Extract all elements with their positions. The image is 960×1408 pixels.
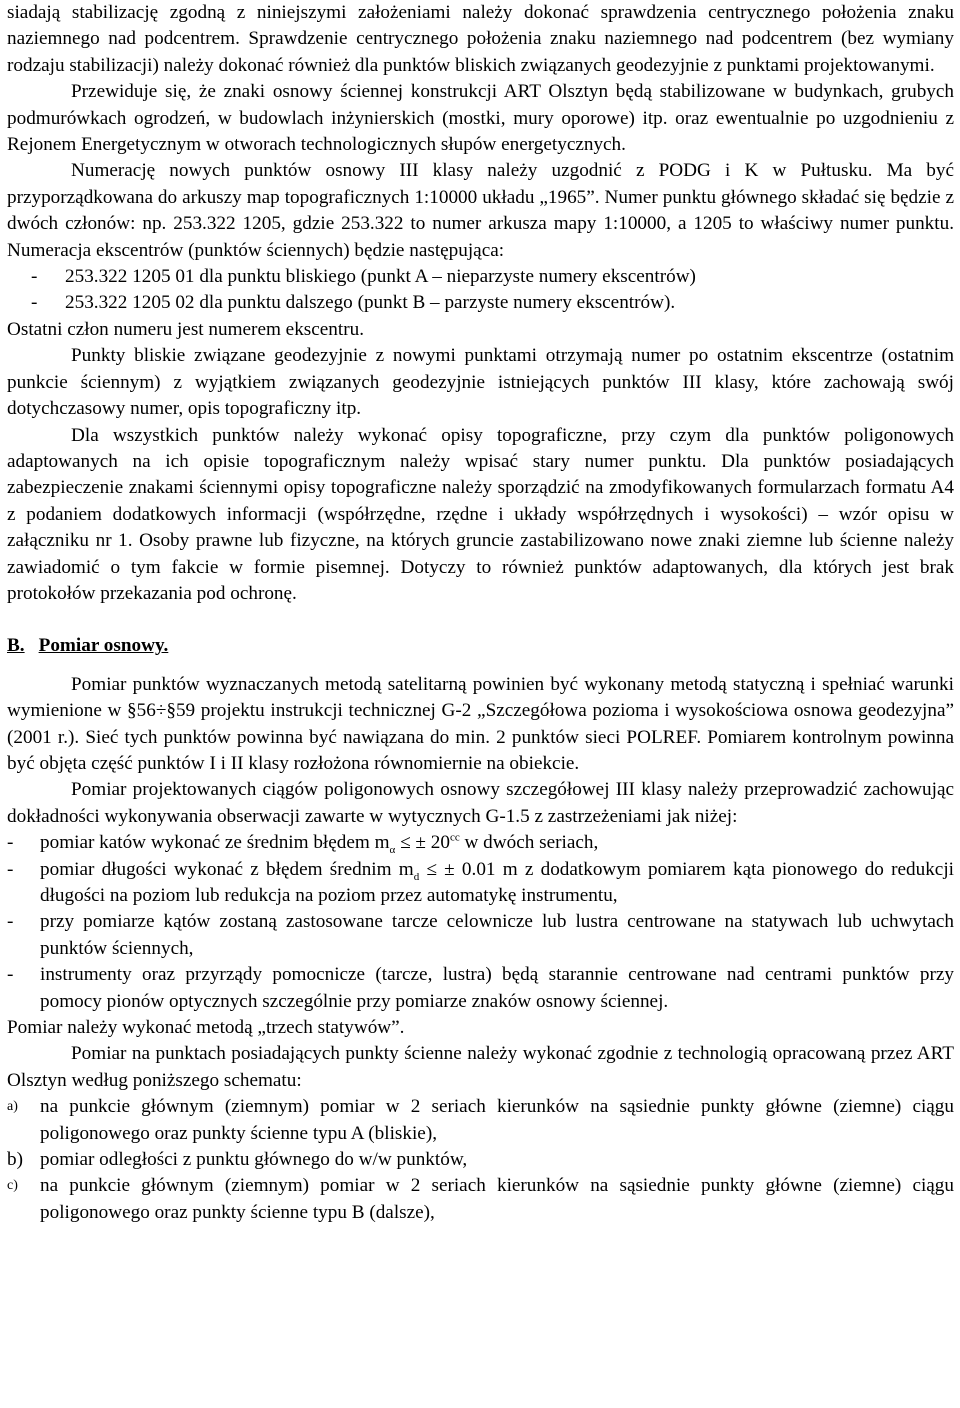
paragraph-wall-marks: Przewiduje się, że znaki osnowy ściennej konstrukcji ART Olsztyn będą stabilizowane w budynkach, grubych podmurówkach ogrodzeń, w budowlach inżynierskich (mostki, mury oporowe) itp. oraz ewentualnie po uzgodnieniu z Rejonem Energetycznym w otworach technologicznych słupów energetycznych.: [7, 81, 954, 156]
section-title: Pomiar osnowy.: [38, 635, 169, 657]
paragraph-satellite-measurement: Pomiar punktów wyznaczanych metodą satelitarną powinien być wykonany metodą statyczną i spełniać warunki wymienione w §56÷§59 projektu instrukcji technicznej G-2 „Szczegółowa pozioma i wysokościowa osnowa geodezyjna” (2001 r.). Sieć tych punktów powinna być nawiązana do min. 2 punktów sieci POLREF. Pomiarem kontrolnym powinna być objęta część punktów I i II klasy rozłożona równomiernie na obiekcie.: [7, 673, 954, 774]
list-dash: -: [31, 292, 38, 314]
numbering-item-text: 253.322 1205 01 dla punktu bliskiego (punkt A – nieparzyste numery ekscentrów): [65, 266, 696, 288]
requirement-item-targets: [7, 909, 954, 962]
paragraph-last-segment: Ostatni człon numeru jest numerem ekscentru.: [7, 318, 364, 340]
section-number: B.: [7, 635, 25, 657]
paragraph-three-tripods: Pomiar należy wykonać metodą „trzech statywów”.: [7, 1017, 405, 1039]
scheme-item-b: [7, 1147, 954, 1173]
paragraph-topographic-descriptions: Dla wszystkich punktów należy wykonać opisy topograficzne, przy czym dla punktów poligonowych adaptowanych na ich opisie topograficznym należy wpisać stary numer punktu. Dla punktów posiadających zabezpieczenie znakami ściennymi opisy topograficzne należy sporządzić na zmodyfikowanych formularzach formatu A4 z podaniem dodatkowych informacji (współrzędne, rzędne i układy współrzędnych i wysokości) – wzór opisu w załączniku nr 1. Osoby prawne lub fizyczne, na których gruncie zastabilizowano nowe znaki ziemne lub ścienne należy zawiadomić o tym fakcie w formie pisemnej. Dotyczy to również punktów adaptowanych, dla których jest brak protokołów przekazania pod ochronę.: [7, 424, 954, 604]
scheme-text: na punkcie głównym (ziemnym) pomiar w 2 seriach kierunków na sąsiednie punkty główne (ziemne) ciągu poligonowego oraz punkty ścienne typu A (bliskie),: [40, 1096, 954, 1144]
requirement-text: pomiar długości wykonać z błędem średnim $m_d$ ≤ ± 0.01 m z dodatkowym pomiarem kąta pionowego do redukcji długości na poziom lub redukcja na poziom przez automatykę instrumentu,: [40, 858, 954, 906]
paragraph-traverse-measurement: Pomiar projektowanych ciągów poligonowych osnowy szczegółowej III klasy należy przeprowadzić zachowując dokładności wykonywania obserwacji zawarte w wytycznych G-1.5 z zastrzeżeniami jak niżej:: [7, 779, 954, 827]
requirement-item-angles: [7, 830, 954, 856]
list-dash: -: [31, 266, 38, 288]
numbering-item-near: [7, 264, 954, 290]
list-dash: -: [7, 964, 14, 986]
requirement-item-distances: [7, 857, 954, 910]
paragraph-stabilization: siadają stabilizację zgodną z niniejszymi założeniami należy dokonać sprawdzenia centrycznego położenia znaku naziemnego nad podcentrem. Sprawdzenie centrycznego położenia znaku naziemnego nad podcentrem (bez wymiany rodzaju stabilizacji) należy dokonać również dla punktów bliskich związanych geodezyjnie z punktami projektowanymi.: [7, 2, 954, 76]
requirement-text: przy pomiarze kątów zostaną zastosowane tarcze celownicze lub lustra centrowane na statywach lub uchwytach punktów ściennych,: [40, 911, 954, 959]
list-marker-a: a): [7, 1099, 18, 1115]
list-marker-c: c): [7, 1178, 18, 1194]
paragraph-numbering: Numerację nowych punktów osnowy III klasy należy uzgodnić z PODG i K w Pułtusku. Ma być przyporządkowana do arkuszy map topograficznych 1:10000 układu „1965”. Numer punktu głównego składać się będzie z dwóch członów: np. 253.322 1205, gdzie 253.322 to numer arkusza mapy 1:10000, a 1205 to właściwy numer punktu. Numeracja ekscentrów (punktów ściennych) będzie następująca:: [7, 160, 954, 261]
section-heading: [7, 633, 954, 659]
requirement-text: instrumenty oraz przyrządy pomocnicze (tarcze, lustra) będą starannie centrowane nad centrami punktów przy pomocy pionów optycznych szczególnie przy pomiarze znaków osnowy ściennej.: [40, 964, 954, 1012]
paragraph-near-points: Punkty bliskie związane geodezyjnie z nowymi punktami otrzymają numer po ostatnim ekscentrze (ostatnim punkcie ściennym) z wyjątkiem związanych geodezyjnie istniejących punktów III klasy, które zachowają swój dotychczasowy numer, opis topograficzny itp.: [7, 345, 954, 420]
scheme-item-a: [7, 1094, 954, 1147]
list-dash: -: [7, 832, 14, 854]
scheme-item-c: [7, 1173, 954, 1226]
scheme-text: pomiar odległości z punktu głównego do w/w punktów,: [40, 1149, 468, 1171]
numbering-item-far: [7, 290, 954, 316]
numbering-item-text: 253.322 1205 02 dla punktu dalszego (punkt B – parzyste numery ekscentrów).: [65, 292, 676, 314]
list-marker-b: b): [7, 1149, 23, 1171]
paragraph-wall-points-scheme: Pomiar na punktach posiadających punkty ścienne należy wykonać zgodnie z technologią opracowaną przez ART Olsztyn według poniższego schematu:: [7, 1043, 954, 1091]
list-dash: -: [7, 911, 14, 933]
scheme-text: na punkcie głównym (ziemnym) pomiar w 2 seriach kierunków na sąsiednie punkty główne (ziemne) ciągu poligonowego oraz punkty ścienne typu B (dalsze),: [40, 1175, 954, 1223]
list-dash: -: [7, 858, 14, 880]
requirement-text: pomiar katów wykonać ze średnim błędem $m_\alpha$ ≤ ± $20^{cc}$ w dwóch seriach,: [40, 831, 599, 857]
requirement-item-instruments: [7, 962, 954, 1015]
